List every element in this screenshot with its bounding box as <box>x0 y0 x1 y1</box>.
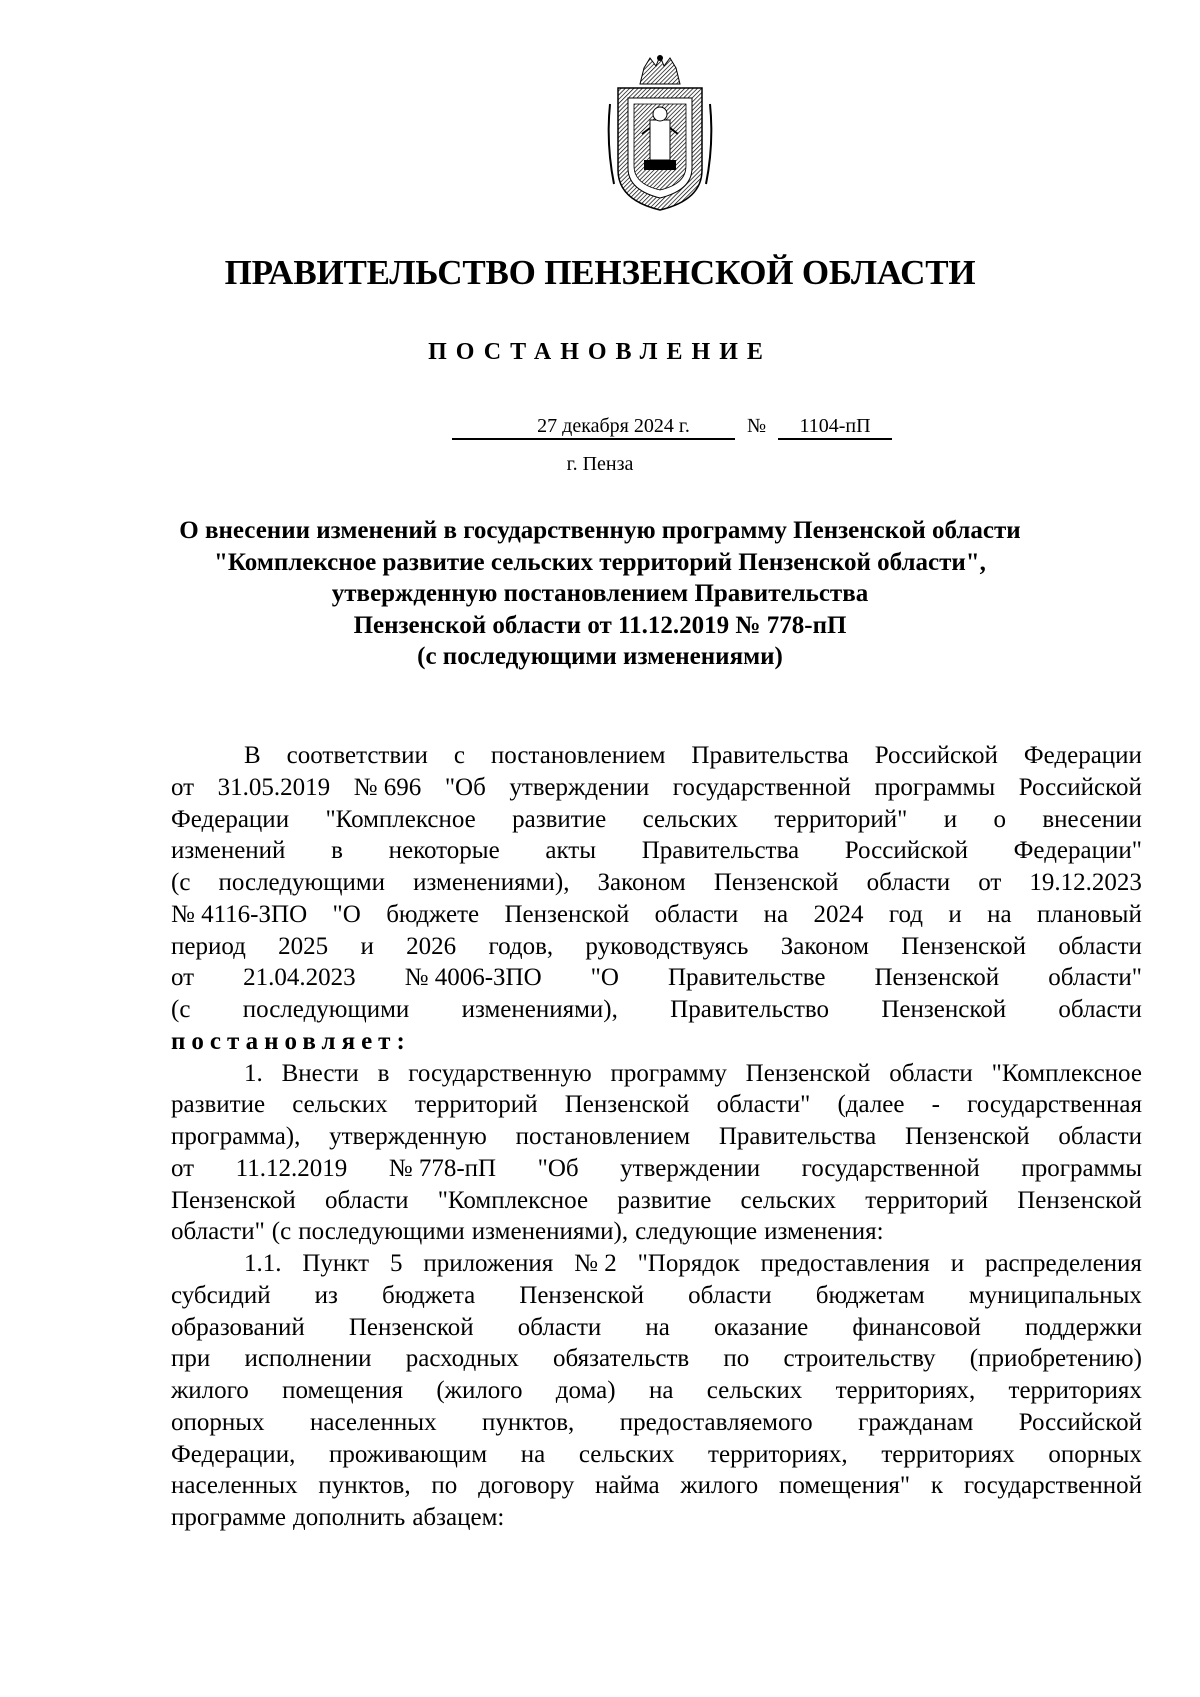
body-word: и <box>943 805 958 833</box>
body-word: от <box>171 964 195 992</box>
body-word: 11.12.2019 <box>235 1154 348 1182</box>
body-word: "О <box>332 900 361 928</box>
body-word: области <box>889 1059 973 1087</box>
body-word: руководствуясь <box>585 932 749 960</box>
body-word: бюджете <box>386 900 480 928</box>
body-word: программе <box>171 1504 286 1531</box>
body-word: области <box>517 1313 602 1341</box>
title-line: О внесении изменений в государственную программу Пензенской области <box>179 517 1021 544</box>
body-word: № 2 <box>574 1250 617 1277</box>
body-word: территорий <box>865 1186 988 1214</box>
body-word: сельских <box>292 1091 388 1119</box>
body-word: Правительства <box>718 1123 877 1150</box>
body-word: "О <box>590 964 619 992</box>
body-word: населенных <box>171 1472 298 1500</box>
body-word: в <box>377 1059 390 1087</box>
document-number: 1104-пП <box>778 412 892 440</box>
body-word: изменениями), <box>413 869 570 896</box>
body-word: приложения <box>423 1250 554 1277</box>
body-word: утверждении <box>620 1154 761 1182</box>
body-word: № 4006-ЗПО <box>404 964 542 992</box>
body-word: Пензенской <box>1017 1186 1142 1214</box>
body-word: Российской <box>874 742 998 769</box>
document-type: ПОСТАНОВЛЕНИЕ <box>428 339 772 365</box>
body-line <box>171 1375 1142 1407</box>
body-line <box>171 1312 1142 1344</box>
body-word: сельских <box>578 1440 675 1468</box>
body-line <box>171 962 1142 994</box>
body-word: 19.12.2023 <box>1029 869 1142 896</box>
body-line <box>171 1216 1142 1248</box>
title-line: (с последующими изменениями) <box>417 643 783 670</box>
body-line <box>171 1407 1142 1439</box>
body-word: территорий <box>414 1091 538 1119</box>
body-word: жилого <box>171 1377 249 1404</box>
body-word: программу <box>610 1059 727 1087</box>
body-word: при <box>171 1345 211 1373</box>
body-word: договору <box>478 1472 575 1500</box>
body-line <box>171 1470 1142 1502</box>
body-word: территориях <box>1008 1377 1142 1404</box>
body-word: от <box>978 869 1002 896</box>
body-word: Пензенской <box>171 1186 296 1214</box>
body-word: № 4116-ЗПО <box>171 900 308 928</box>
body-word: Пензенской <box>348 1313 474 1341</box>
body-word: строительству <box>783 1345 936 1373</box>
document-body <box>171 740 1142 1534</box>
body-word: (приобретению) <box>969 1345 1142 1373</box>
body-word: внесении <box>1042 805 1142 833</box>
body-word: расходных <box>405 1345 519 1373</box>
body-word: от <box>171 1154 195 1182</box>
body-line <box>171 804 1142 836</box>
body-line <box>171 1121 1142 1153</box>
body-word: Внести <box>281 1059 359 1087</box>
organization-name: ПРАВИТЕЛЬСТВО ПЕНЗЕНСКОЙ ОБЛАСТИ <box>224 253 976 292</box>
title-line: "Комплексное развитие сельских территорий Пензенской области", <box>214 548 986 576</box>
body-word: предоставления <box>760 1250 930 1277</box>
title-line: утвержденную постановлением Правительства <box>331 580 869 607</box>
body-word: плановый <box>1037 900 1142 928</box>
body-line <box>171 1089 1142 1121</box>
body-line <box>171 1280 1142 1312</box>
body-word: и <box>948 900 962 928</box>
body-word: от <box>171 773 195 801</box>
body-word: гражданам <box>858 1408 974 1436</box>
body-word: 2025 <box>278 932 329 960</box>
body-line <box>171 1026 1142 1058</box>
body-word: помещения <box>282 1377 404 1404</box>
body-word: области <box>1058 932 1142 960</box>
body-word: области <box>654 900 739 928</box>
body-word: Российской <box>844 837 968 865</box>
body-word: дополнить <box>292 1504 406 1531</box>
body-word: области <box>688 1281 772 1309</box>
body-word: бюджетам <box>815 1281 925 1309</box>
body-word: Пензенской <box>745 1059 871 1087</box>
body-line <box>171 1439 1142 1471</box>
body-word: к <box>930 1472 944 1500</box>
body-word: (с <box>171 869 191 896</box>
body-word: 1.1. <box>244 1250 282 1277</box>
body-word: муниципальных <box>968 1281 1142 1309</box>
body-word: Федерации <box>171 805 290 833</box>
body-word: абзацем: <box>412 1504 505 1531</box>
body-word: Правительстве <box>667 964 826 992</box>
body-word: изменения: <box>764 1218 884 1246</box>
body-word: (с <box>171 996 191 1023</box>
body-word: области" <box>716 1091 811 1119</box>
body-word: сельских <box>642 805 739 833</box>
body-word: Пензенской <box>874 964 1000 992</box>
body-word: "Комплексное <box>325 805 476 833</box>
body-word: обязательств <box>553 1345 690 1373</box>
body-line <box>171 899 1142 931</box>
body-word: 1. <box>244 1059 263 1087</box>
body-word: Федерации <box>1023 742 1142 769</box>
body-word: по <box>431 1472 458 1500</box>
body-word: области <box>866 869 951 896</box>
body-word: по <box>723 1345 750 1373</box>
document-city: г. Пенза <box>566 453 634 475</box>
body-word: на <box>520 1440 546 1468</box>
body-word: помещения" <box>778 1472 911 1500</box>
body-word: о <box>993 805 1006 833</box>
body-word: изменениями), <box>471 1218 629 1246</box>
body-word: сельских <box>706 1377 803 1404</box>
body-word: Законом <box>780 932 869 960</box>
body-word: распределения <box>984 1250 1142 1277</box>
body-word: территорий" <box>774 805 908 833</box>
body-word: государственной <box>672 773 851 801</box>
body-line <box>171 867 1142 899</box>
body-word: годов, <box>488 932 554 960</box>
body-word: "Порядок <box>637 1250 740 1277</box>
document-date: 27 декабря 2024 г. <box>452 412 735 440</box>
body-word: оказание <box>714 1313 809 1341</box>
body-line <box>171 772 1142 804</box>
body-line <box>171 1502 1142 1534</box>
title-line: Пензенской области от 11.12.2019 № 778-пП <box>353 611 847 639</box>
body-word: последующими <box>242 996 410 1023</box>
body-word: Федерации" <box>1013 837 1142 865</box>
body-word: "Комплексное <box>991 1059 1142 1087</box>
body-word: "Об <box>537 1154 579 1182</box>
body-word: некоторые <box>388 837 500 865</box>
body-word: территориях <box>881 1440 1015 1468</box>
body-word: Правительство <box>670 996 830 1023</box>
body-word: постановлением <box>490 742 666 769</box>
body-word: акты <box>545 837 597 865</box>
body-word: утвержденную <box>329 1123 487 1150</box>
body-word: территориях, <box>708 1440 848 1468</box>
body-word: сельских <box>740 1186 837 1214</box>
body-word: 2026 <box>406 932 457 960</box>
body-word: год <box>888 900 923 928</box>
body-word: пунктов, <box>482 1408 575 1436</box>
body-line <box>171 740 1142 772</box>
body-word: развитие <box>512 805 607 833</box>
body-word: образований <box>171 1313 305 1341</box>
body-word: опорных <box>171 1408 265 1436</box>
document-title <box>150 515 1050 673</box>
body-word: Законом <box>597 869 686 896</box>
body-word: поддержки <box>1024 1313 1142 1341</box>
body-word: найма <box>595 1472 660 1500</box>
body-word: из <box>314 1281 338 1309</box>
body-word: развитие <box>617 1186 712 1214</box>
coat-of-arms-icon <box>604 54 716 214</box>
body-word: Российской <box>1018 773 1142 801</box>
body-word: Правительства <box>641 837 800 865</box>
body-word: населенных <box>310 1408 437 1436</box>
body-word: изменений <box>171 837 286 865</box>
body-word: области" <box>171 1218 265 1246</box>
body-word: Пензенской <box>881 996 1007 1023</box>
body-word: дома) <box>555 1377 616 1404</box>
body-word: на <box>645 1313 670 1341</box>
body-word: "Комплексное <box>437 1186 589 1214</box>
body-word: бюджета <box>382 1281 476 1309</box>
body-word: области <box>1058 996 1142 1023</box>
body-word: соответствии <box>286 742 428 769</box>
body-word: и <box>950 1250 965 1277</box>
body-word: Пункт <box>302 1250 370 1277</box>
body-word: области" <box>1048 964 1142 992</box>
body-word: развитие <box>171 1091 266 1119</box>
body-word: государственной <box>963 1472 1142 1500</box>
number-sign: № <box>747 415 767 437</box>
body-word: области <box>324 1186 409 1214</box>
body-word: на <box>648 1377 674 1404</box>
body-word: Правительства <box>691 742 849 769</box>
body-word: области <box>1058 1123 1142 1150</box>
body-word: на <box>763 900 789 928</box>
body-word: Российской <box>1018 1408 1142 1436</box>
body-line <box>171 1343 1142 1375</box>
body-line <box>171 931 1142 963</box>
body-word: и <box>360 932 374 960</box>
body-word: изменениями), <box>461 996 618 1023</box>
body-word: Пензенской <box>713 869 839 896</box>
body-word: программа), <box>171 1123 301 1150</box>
body-word: последующими <box>298 1218 465 1246</box>
body-word: утверждении <box>509 773 650 801</box>
body-word: опорных <box>1048 1440 1142 1468</box>
body-word: № 696 <box>353 773 422 801</box>
body-word: пунктов, <box>318 1472 411 1500</box>
body-word: исполнении <box>244 1345 372 1373</box>
body-word: государственной <box>801 1154 980 1182</box>
body-word: В <box>244 742 261 769</box>
body-word: (далее <box>837 1091 905 1119</box>
body-word: в <box>331 837 343 865</box>
body-line <box>171 835 1142 867</box>
body-word: на <box>987 900 1012 928</box>
body-word: территориях, <box>835 1377 976 1404</box>
body-word: Пензенской <box>519 1281 645 1309</box>
body-line <box>171 1248 1142 1280</box>
body-word: (с <box>271 1218 292 1246</box>
body-word: Пензенской <box>901 932 1027 960</box>
body-word: предоставляемого <box>619 1408 813 1436</box>
body-word: № 778-пП <box>388 1154 497 1182</box>
body-line <box>171 994 1142 1026</box>
body-word: Пензенской <box>564 1091 690 1119</box>
body-word: следующие <box>635 1218 758 1246</box>
body-word: - <box>931 1091 940 1119</box>
body-word: 5 <box>389 1250 403 1277</box>
body-word: 31.05.2019 <box>217 773 331 801</box>
body-word: "Об <box>444 773 486 801</box>
body-word: государственную <box>408 1059 592 1087</box>
body-word: субсидий <box>171 1281 271 1309</box>
body-word: программы <box>874 773 996 801</box>
body-word: Пензенской <box>504 900 630 928</box>
body-word: государственная <box>967 1091 1142 1119</box>
body-line <box>171 1058 1142 1090</box>
body-word: Пензенской <box>904 1123 1030 1150</box>
body-word: постановляет: <box>171 1027 411 1055</box>
body-word: 2024 <box>813 900 864 928</box>
body-word: последующими <box>218 869 386 896</box>
body-word: 21.04.2023 <box>243 964 356 992</box>
body-word: финансовой <box>852 1313 981 1341</box>
body-word: жилого <box>680 1472 759 1500</box>
body-word: Федерации, <box>171 1440 296 1468</box>
body-word: постановлением <box>515 1123 691 1150</box>
body-word: (жилого <box>436 1377 523 1404</box>
body-line <box>171 1185 1142 1217</box>
body-word: с <box>453 742 465 769</box>
body-word: период <box>171 932 246 960</box>
body-line <box>171 1153 1142 1185</box>
body-word: программы <box>1021 1154 1142 1182</box>
body-word: проживающим <box>328 1440 488 1468</box>
